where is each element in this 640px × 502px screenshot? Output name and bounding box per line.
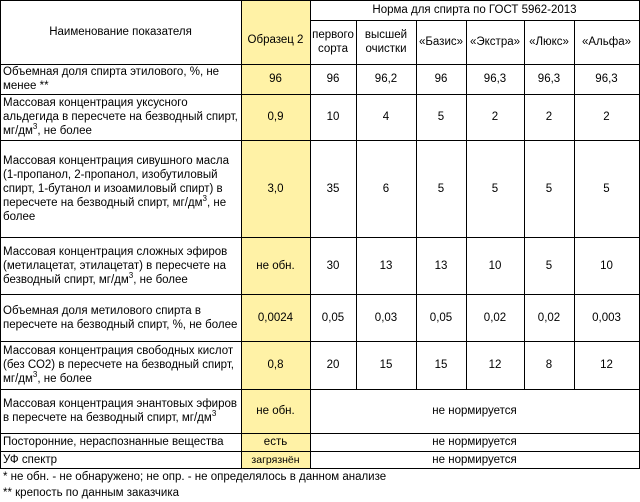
row-1-norm-2: 96,2	[374, 73, 398, 85]
grid-hline-10	[0, 468, 640, 469]
row-6-norm-2: 15	[379, 359, 393, 371]
header-grade-3: «Базис»	[418, 36, 464, 48]
row-4-norm-6: 10	[600, 259, 613, 272]
row-4-norm-1: 30	[326, 259, 340, 272]
row-3-sample: 3,0	[241, 140, 310, 237]
grid-hline-7	[0, 389, 640, 390]
grid-hline-9	[0, 451, 640, 452]
row-1-name: Объемная доля спирта этилового, %, не менее **	[3, 66, 220, 92]
row-3-norm-2: 6	[382, 182, 390, 195]
row-5-sample: 0,0024	[241, 294, 310, 341]
header-grade-4: «Экстра»	[469, 36, 521, 48]
row-2-norm-5: 2	[545, 111, 553, 123]
grid-vline-grade-5	[574, 20, 575, 389]
grid-hline-5	[0, 294, 640, 295]
row-9-sample: загрязнён	[241, 451, 310, 468]
row-5-norm-6: 0,003	[592, 311, 621, 324]
row-7-norm-merged: не нормируется	[432, 405, 517, 417]
row-2-norm-4: 2	[491, 111, 499, 123]
grid-vline-grade-3	[466, 20, 467, 389]
row-6-sample: 0,8	[241, 341, 310, 389]
grid-hline-top	[0, 0, 640, 1]
grid-vline-name	[241, 0, 242, 468]
grid-hline-8	[0, 433, 640, 434]
row-4-name: Массовая концентрация сложных эфиров (метилацетат, этилацетат) в пересчете на безводный спирт, $мг/дм^3$, не более	[3, 245, 228, 286]
header-grade-1: первого сорта	[312, 29, 354, 55]
row-6-norm-1: 20	[326, 359, 340, 371]
grid-vline-grade-1	[356, 20, 357, 389]
row-1-sample: 96	[241, 64, 310, 94]
row-8-norm-merged: не нормируется	[432, 436, 517, 448]
row-8-sample: есть	[241, 433, 310, 451]
row-4-norm-5: 5	[545, 259, 553, 272]
grid-hline-4	[0, 237, 640, 238]
grid-hline-2	[0, 94, 640, 95]
row-2-norm-2: 4	[382, 111, 390, 123]
footnote-2: ** крепость по данным заказчика	[3, 487, 179, 499]
row-4-norm-4: 10	[488, 259, 502, 272]
row-7-sample: не обн.	[241, 389, 310, 433]
header-grade-5: «Люкс»	[529, 36, 569, 48]
grid-vline-left	[0, 0, 1, 468]
grid-hline-header-split	[310, 20, 639, 21]
grid-vline-grade-2	[416, 20, 417, 389]
row-3-name: Массовая концентрация сивушного масла (1-пропанол, 2-пропанол, изобутиловый спирт, 1-бутанол и изоамиловый спирт) в пересчете на безводный спирт, $мг/дм^3$, не более	[3, 154, 229, 223]
row-6-norm-3: 15	[434, 359, 448, 371]
header-grade-2: высшей очистки	[364, 29, 408, 55]
row-9-norm-merged: не нормируется	[432, 453, 517, 466]
row-4-norm-3: 13	[434, 259, 448, 272]
row-3-norm-5: 5	[545, 182, 553, 195]
row-6-norm-4: 12	[488, 359, 502, 371]
grid-hline-3	[0, 140, 640, 141]
row-2-norm-1: 10	[326, 111, 340, 123]
grid-vline-sample	[310, 0, 311, 468]
row-1-norm-6: 96,3	[595, 73, 618, 85]
row-2-name: Массовая концентрация уксусного альдегида в пересчете на безводный спирт, $мг/дм^3$, не более	[3, 97, 238, 137]
row-2-norm-6: 2	[603, 111, 610, 123]
row-4-sample: не обн.	[241, 237, 310, 294]
row-7-name: Массовая концентрация энантовых эфиров в пересчете на безводный спирт, $мг/дм^3$	[3, 398, 238, 424]
header-indicator-name: Наименование показателя	[49, 26, 192, 38]
grid-vline-grade-4	[524, 20, 525, 389]
row-1-norm-5: 96,3	[537, 73, 561, 85]
row-5-norm-4: 0,02	[483, 311, 507, 324]
row-1-norm-1: 96	[326, 73, 340, 85]
row-3-norm-4: 5	[491, 182, 499, 195]
row-4-norm-2: 13	[379, 259, 393, 272]
row-9-name: УФ спектр	[3, 453, 58, 466]
row-8-name: Посторонние, нераспознанные вещества	[3, 436, 224, 448]
row-2-sample: 0,9	[241, 94, 310, 140]
row-5-norm-2: 0,03	[374, 311, 398, 324]
grid-hline-1	[0, 64, 640, 65]
row-1-norm-4: 96,3	[483, 73, 507, 85]
row-1-norm-3: 96	[434, 73, 448, 85]
row-6-norm-6: 12	[600, 359, 613, 371]
grid-hline-6	[0, 341, 640, 342]
row-5-norm-3: 0,05	[429, 311, 453, 324]
header-sample-label: Образец 2	[241, 0, 310, 64]
row-3-norm-6: 5	[603, 182, 610, 195]
row-3-norm-3: 5	[437, 182, 445, 195]
row-3-norm-1: 35	[326, 182, 340, 195]
row-6-norm-5: 8	[545, 359, 553, 371]
row-5-norm-5: 0,02	[537, 311, 561, 324]
header-grade-6: «Альфа»	[581, 36, 632, 48]
footnote-1: * не обн. - не обнаружено; не опр. - не определялось в данном анализе	[3, 471, 387, 483]
row-5-name: Объемная доля метилового спирта в пересчете на безводный спирт, %, не более	[3, 304, 238, 331]
row-6-name: Массовая концентрация свободных кислот (без СО2) в пересчете на безводный спирт, $мг/дм^3$, не более	[3, 345, 235, 385]
header-norm-title: Норма для спирта по ГОСТ 5962-2013	[372, 4, 577, 16]
row-5-norm-1: 0,05	[321, 311, 345, 324]
row-2-norm-3: 5	[437, 111, 445, 123]
